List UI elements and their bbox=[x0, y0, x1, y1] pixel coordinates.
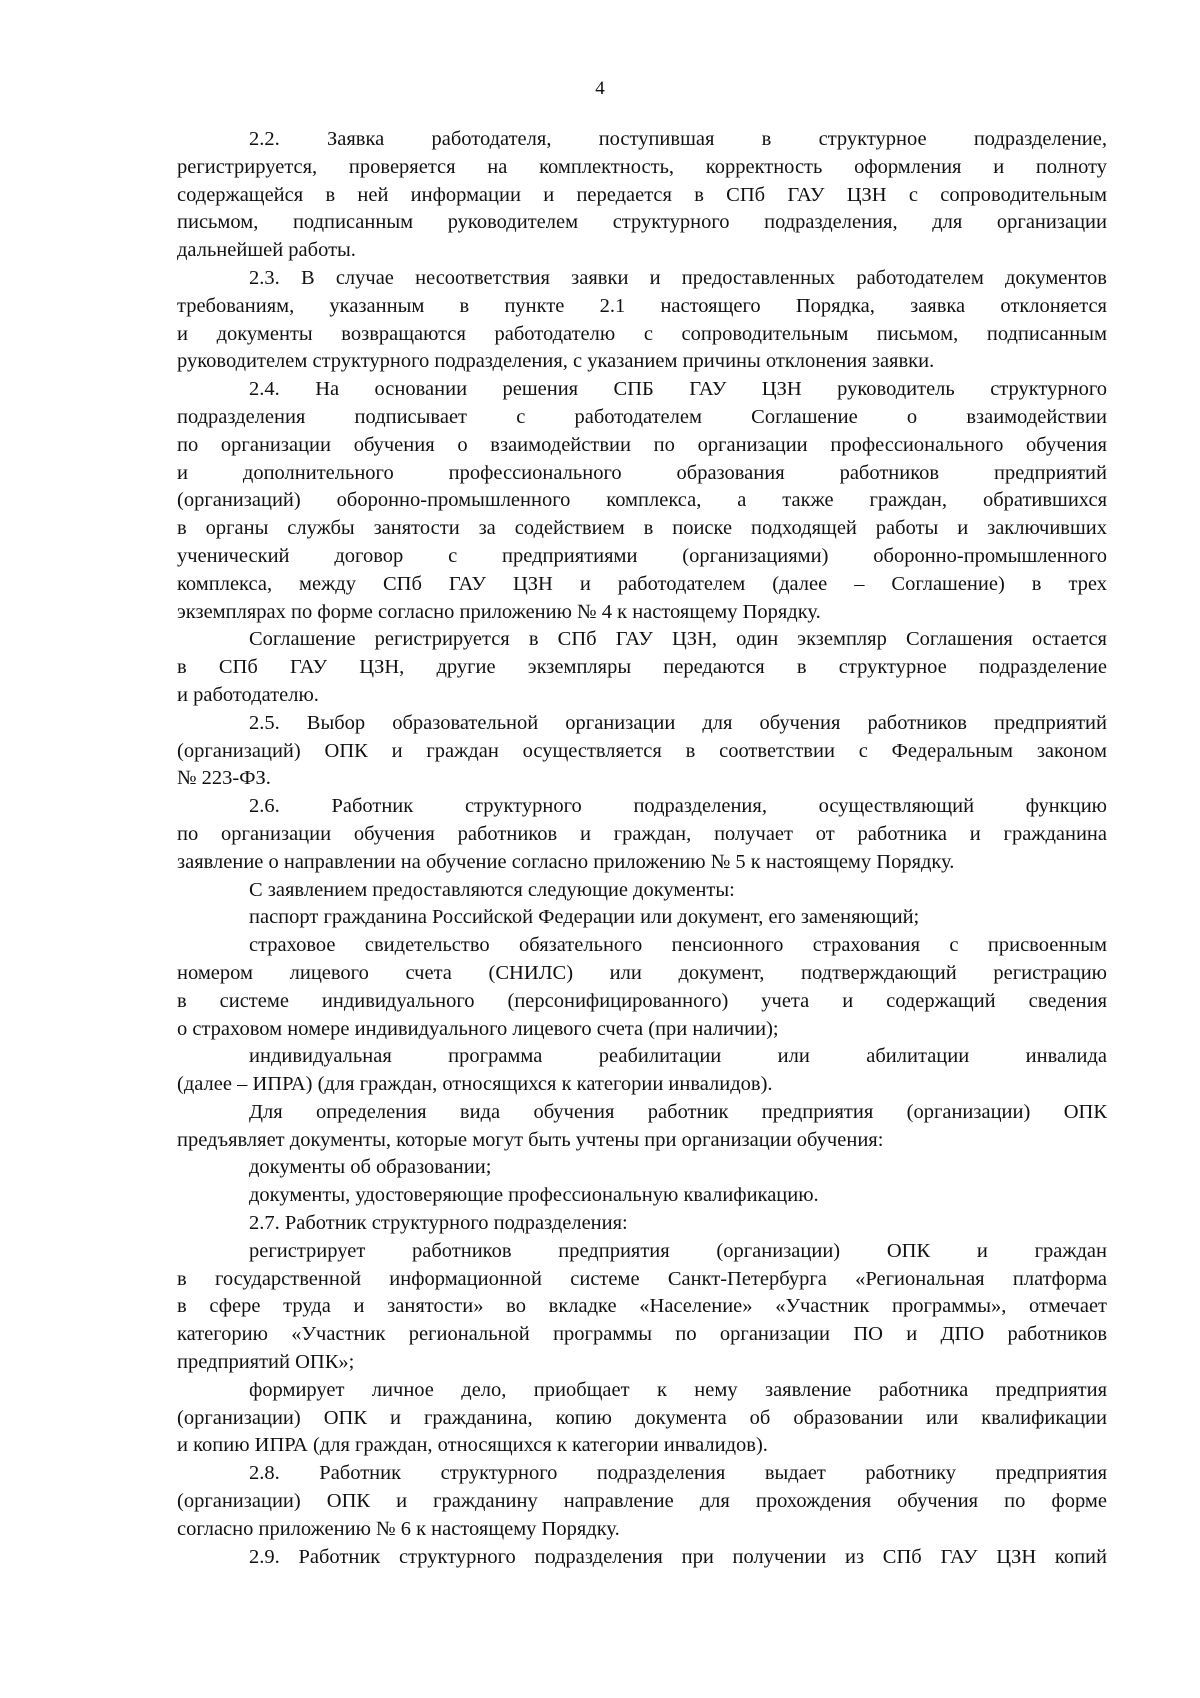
text-line: категорию «Участник региональной программы по организации ПО и ДПО работников bbox=[177, 1323, 1107, 1346]
text-line: регистрирует работников предприятия (организации) ОПК и граждан bbox=[249, 1239, 1107, 1262]
text-line: в системе индивидуального (персонифицированного) учета и содержащий сведения bbox=[177, 989, 1107, 1012]
text-line: формирует личное дело, приобщает к нему заявление работника предприятия bbox=[249, 1378, 1107, 1401]
text-line: руководителем структурного подразделения, с указанием причины отклонения заявки. bbox=[177, 350, 935, 373]
text-line: паспорт гражданина Российской Федерации или документ, его заменяющий; bbox=[249, 906, 920, 929]
text-line: страховое свидетельство обязательного пенсионного страхования с присвоенным bbox=[249, 934, 1107, 957]
text-line: предъявляет документы, которые могут быть учтены при организации обучения: bbox=[177, 1128, 884, 1151]
text-line: № 223-ФЗ. bbox=[177, 767, 271, 790]
text-line: 2.3. В случае несоответствия заявки и предоставленных работодателем документов bbox=[249, 266, 1107, 289]
text-line: по организации обучения работников и граждан, получает от работника и гражданина bbox=[177, 822, 1107, 845]
text-line: (организаций) оборонно-промышленного комплекса, а также граждан, обратившихся bbox=[177, 489, 1107, 512]
text-line: в государственной информационной системе Санкт-Петербурга «Региональная платформа bbox=[177, 1267, 1107, 1290]
text-line: по организации обучения о взаимодействии по организации профессионального обучения bbox=[177, 433, 1107, 456]
text-line: (организаций) ОПК и граждан осуществляется в соответствии с Федеральным законом bbox=[177, 739, 1107, 762]
text-line: письмом, подписанным руководителем структурного подразделения, для организации bbox=[177, 211, 1107, 234]
text-line: в СПб ГАУ ЦЗН, другие экземпляры передаются в структурное подразделение bbox=[177, 656, 1107, 679]
text-line: 2.5. Выбор образовательной организации для обучения работников предприятий bbox=[249, 711, 1107, 734]
text-line: 2.4. На основании решения СПБ ГАУ ЦЗН руководитель структурного bbox=[249, 378, 1107, 401]
text-line: и дополнительного профессионального образования работников предприятий bbox=[177, 461, 1107, 484]
text-line: требованиям, указанным в пункте 2.1 настоящего Порядка, заявка отклоняется bbox=[177, 294, 1107, 317]
text-line: (организации) ОПК и гражданина, копию документа об образовании или квалификации bbox=[177, 1406, 1107, 1429]
text-line: дальнейшей работы. bbox=[177, 239, 356, 262]
text-line: содержащейся в ней информации и передается в СПб ГАУ ЦЗН с сопроводительным bbox=[177, 183, 1107, 206]
text-line: 2.9. Работник структурного подразделения при получении из СПб ГАУ ЦЗН копий bbox=[249, 1545, 1107, 1568]
text-line: и документы возвращаются работодателю с сопроводительным письмом, подписанным bbox=[177, 322, 1107, 345]
text-line: 2.7. Работник структурного подразделения: bbox=[249, 1212, 628, 1235]
text-line: документы, удостоверяющие профессиональную квалификацию. bbox=[249, 1184, 819, 1207]
text-line: Для определения вида обучения работник предприятия (организации) ОПК bbox=[249, 1100, 1107, 1123]
text-line: заявление о направлении на обучение согласно приложению № 5 к настоящему Порядку. bbox=[177, 850, 955, 873]
text-line: в сфере труда и занятости» во вкладке «Население» «Участник программы», отмечает bbox=[177, 1295, 1107, 1318]
text-line: индивидуальная программа реабилитации или абилитации инвалида bbox=[249, 1045, 1107, 1068]
text-line: в органы службы занятости за содействием в поиске подходящей работы и заключивших bbox=[177, 517, 1107, 540]
text-line: и копию ИПРА (для граждан, относящихся к категории инвалидов). bbox=[177, 1434, 768, 1457]
text-line: ученический договор с предприятиями (организациями) оборонно-промышленного bbox=[177, 544, 1107, 567]
text-line: 2.8. Работник структурного подразделения выдает работнику предприятия bbox=[249, 1462, 1107, 1485]
text-line: Соглашение регистрируется в СПб ГАУ ЦЗН, один экземпляр Соглашения остается bbox=[249, 628, 1107, 651]
text-line: С заявлением предоставляются следующие документы: bbox=[249, 878, 735, 901]
text-line: подразделения подписывает с работодателем Соглашение о взаимодействии bbox=[177, 405, 1107, 428]
text-line: экземплярах по форме согласно приложению № 4 к настоящему Порядку. bbox=[177, 600, 821, 623]
page-number: 4 bbox=[595, 78, 605, 99]
document-body bbox=[177, 126, 1107, 1571]
text-line: 2.2. Заявка работодателя, поступившая в структурное подразделение, bbox=[249, 128, 1107, 150]
text-line: комплекса, между СПб ГАУ ЦЗН и работодателем (далее – Соглашение) в трех bbox=[177, 572, 1107, 595]
text-line: и работодателю. bbox=[177, 683, 319, 706]
text-line: 2.6. Работник структурного подразделения, осуществляющий функцию bbox=[249, 795, 1107, 818]
text-line: документы об образовании; bbox=[249, 1156, 492, 1179]
text-line: номером лицевого счета (СНИЛС) или документ, подтверждающий регистрацию bbox=[177, 961, 1107, 984]
text-line: предприятий ОПК»; bbox=[177, 1351, 355, 1374]
text-line: регистрируется, проверяется на комплектность, корректность оформления и полноту bbox=[177, 155, 1107, 178]
text-line: (организации) ОПК и гражданину направление для прохождения обучения по форме bbox=[177, 1490, 1107, 1513]
text-line: согласно приложению № 6 к настоящему Порядку. bbox=[177, 1517, 620, 1540]
text-line: (далее – ИПРА) (для граждан, относящихся к категории инвалидов). bbox=[177, 1073, 773, 1096]
text-line: о страховом номере индивидуального лицевого счета (при наличии); bbox=[177, 1017, 779, 1040]
